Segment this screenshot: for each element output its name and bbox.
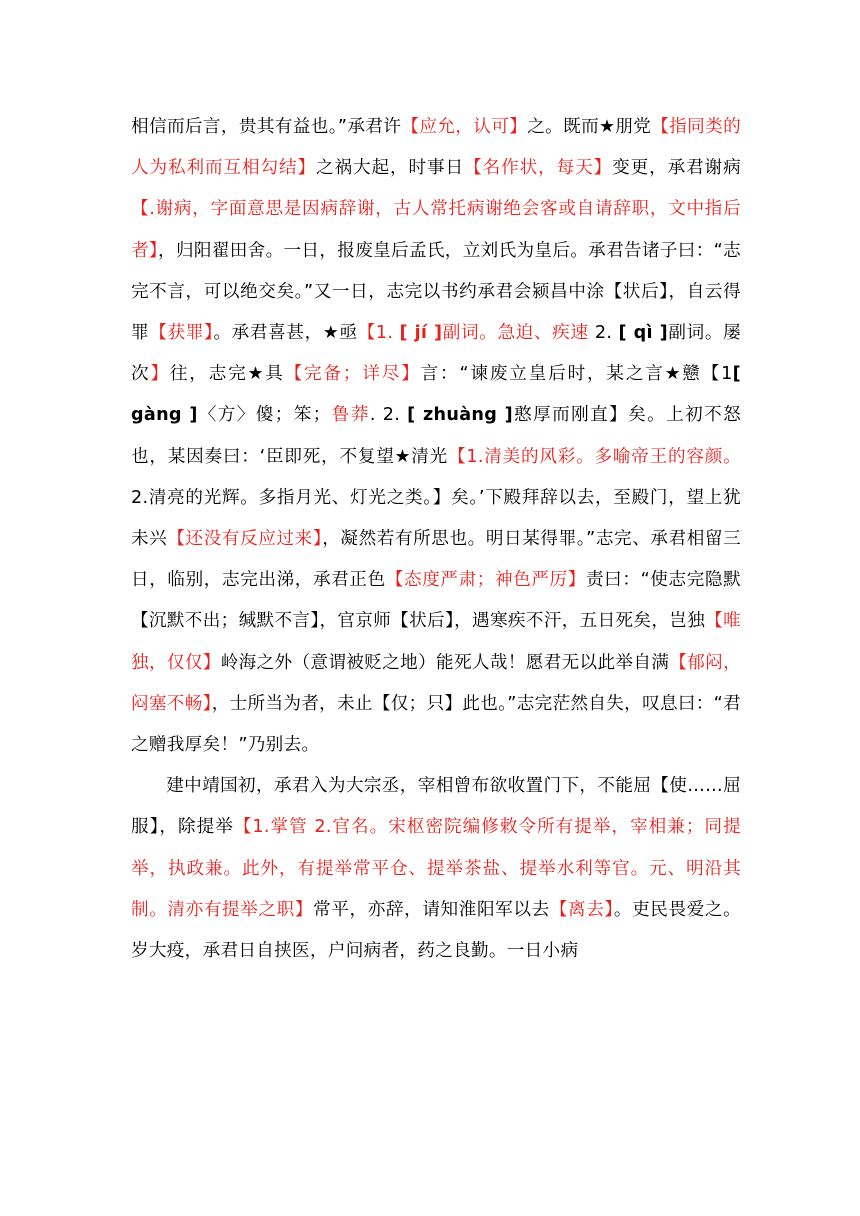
annotation-text: 】 — [150, 364, 170, 385]
body-text: 变更，承君谢病 — [612, 158, 742, 179]
annotation-text: 【完备；详尽】 — [284, 364, 421, 385]
body-text: ，凝然若有所思也。明日某得罪。”志完、承君相留三日，临别，志完出涕，承君正色 — [131, 529, 741, 591]
annotation-text: 【1.清美的风彩。多喻帝王的容颜。 — [447, 446, 741, 467]
body-text: [ qì ] — [618, 323, 669, 344]
annotation-text: 【还没有反应过来】 — [167, 529, 323, 550]
annotation-text: 【离去】 — [549, 899, 614, 920]
paragraph — [131, 107, 741, 766]
annotation-text: 【应允，认可】 — [401, 117, 528, 137]
body-text: 副词。屡次 — [131, 323, 741, 385]
body-text: . 2. — [369, 405, 408, 426]
annotation-text: 【1. — [357, 323, 400, 344]
body-text: ，士所当为者，未止【仅；只】此也。”志完茫然自失，叹息曰：“君之赠我厚矣！”乃别去。 — [131, 693, 742, 756]
body-text: ，归阳翟田舍。一日，报废皇后孟氏，立刘氏为皇后。承君告诸子曰：“志完不言，可以绝交矣。”又一日，志完以书约承君会颍昌中涂【状后】，自云得罪 — [131, 240, 741, 344]
body-text: 相信而后言，贵其有益也。”承君许 — [131, 117, 402, 137]
body-text: 憨厚而刚直】矣。上初不怒也，某因奏曰：‘臣即死，不复望★清光 — [131, 405, 742, 467]
annotation-text: 【唯独，仅仅】 — [131, 611, 741, 673]
annotation-text: 副词。急迫、 — [442, 323, 553, 344]
annotation-text: [ jí ] — [399, 323, 443, 344]
body-text: 岭海之外（意谓被贬之地）能死人哉！愿君无以此举自满 — [220, 652, 670, 673]
annotation-text: 疾速 — [552, 323, 589, 344]
body-text: [ gàng ] — [131, 364, 741, 426]
body-text: 2.清亮的光辉。多指月光、灯光之类。】矣。’下殿拜辞以去，至殿门，望上犹未兴 — [131, 487, 741, 550]
body-text: 言：“谏废立皇后时，某之言★戆【1 — [420, 364, 733, 385]
annotation-text: 【名作状，每天】 — [464, 158, 613, 179]
body-text: 往，志完★具 — [169, 364, 285, 385]
annotation-text: 【指同类的人为私利而互相勾结】 — [131, 117, 741, 179]
body-text: 。吏民畏爱之。岁大疫，承君日自挟医，户问病者，药之良勤。一日小病 — [131, 899, 742, 962]
body-text: 责曰：“使志完隐默【沉默不出；缄默不言】，官京师【状后】，遇寒疾不汗，五日死矣，岂独 — [131, 570, 741, 632]
body-text: [ zhuàng ] — [407, 405, 513, 426]
body-text: 之。既而★朋党 — [527, 117, 652, 137]
body-text: 2. — [588, 323, 619, 344]
annotation-text: 【.谢病，字面意思是因病辞谢，古人常托病谢绝会客或自请辞职，文中指后者】 — [131, 199, 741, 261]
annotation-text: 鲁莽 — [330, 405, 370, 426]
document-body — [131, 107, 741, 972]
body-text: 之祸大起，时事日 — [316, 158, 465, 179]
annotation-text: 【1.掌管 2.官名。宋枢密院编修敕令所有提举，宰相兼；同提举，执政兼。此外，有提举常平仓、提举茶盐、提举水利等官。元、明沿其制。清亦有提举之职】 — [131, 817, 741, 920]
annotation-text: 【获罪】 — [149, 323, 214, 344]
annotation-text: 【态度严肃；神色严厉】 — [385, 570, 586, 591]
body-text: 。承君喜甚，★亟 — [213, 323, 358, 344]
paragraph — [131, 766, 741, 972]
body-text: 常平，亦辞，请知淮阳军以去 — [313, 899, 550, 920]
body-text: 建中靖国初，承君入为大宗丞，宰相曾布欲收置门下，不能屈【使……屈服】，除提举 — [131, 776, 741, 838]
body-text: 〈方〉傻；笨； — [197, 405, 331, 426]
annotation-text: 【郁闷，闷塞不畅】 — [131, 652, 741, 714]
